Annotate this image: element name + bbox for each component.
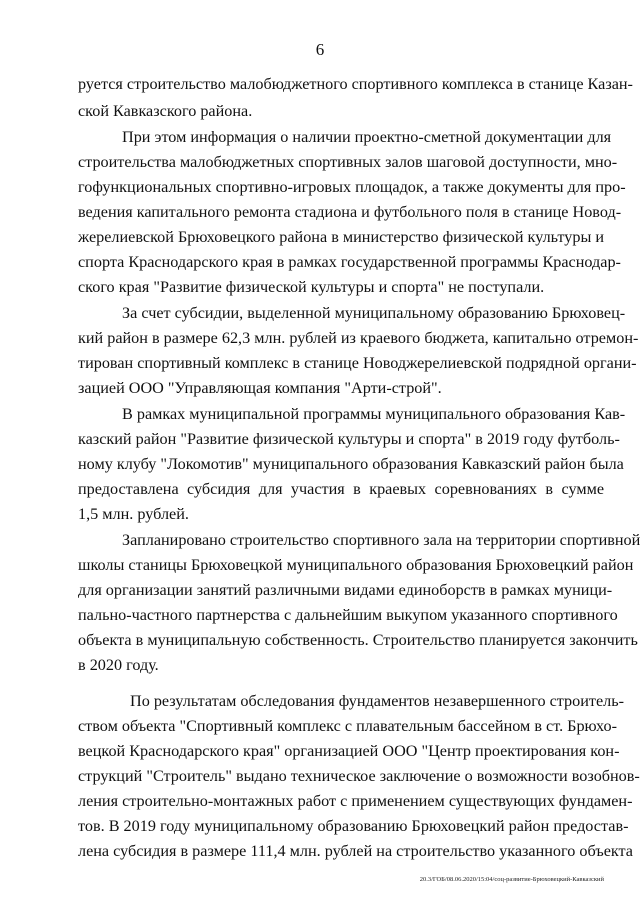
text-line: для организации занятий различными видами единоборств в рамках муници- [78,581,613,599]
text-line: ского края "Развитие физической культуры и спорта" не поступали. [78,278,545,296]
text-line: тирован спортивный комплекс в станице Новоджерелиевской подрядной органи- [78,354,637,372]
text-line: строительства малобюджетных спортивных залов шаговой доступности, мно- [78,153,618,171]
text-line: в 2020 году. [78,656,159,674]
text-line: По результатам обследования фундаментов незавершенного строитель- [130,692,625,710]
text-line: ления строительно-монтажных работ с применением существующих фундамен- [78,792,633,810]
text-line: руется строительство малобюджетного спортивного комплекса в станице Казан- [78,75,633,93]
document-footer-id: 20.3/ГОБ/08.06.2020/15:04/соц-развитие-Брюховецкий-Кавказский [419,876,604,883]
text-line: жерелиевской Брюховецкого района в министерство физической культуры и [78,228,605,246]
text-line: зацией ООО "Управляющая компания "Арти-строй". [78,379,442,397]
text-line: пально-частного партнерства с дальнейшим выкупом указанного спортивного [78,606,618,624]
text-line: вецкой Краснодарского края" организацией ООО "Центр проектирования кон- [78,742,620,760]
text-line: струкций "Строитель" выдано техническое заключение о возможности возобнов- [78,767,640,785]
text-line: В рамках муниципальной программы муниципального образования Кав- [122,405,626,423]
text-line: ской Кавказского района. [78,102,253,120]
text-line: объекта в муниципальную собственность. Строительство планируется закончить [78,631,638,649]
text-line: кий район в размере 62,3 млн. рублей из краевого бюджета, капитально отремон- [78,329,639,347]
text-line: лена субсидия в размере 111,4 млн. рублей на строительство указанного объекта [78,842,633,860]
text-line: За счет субсидии, выделенной муниципальному образованию Брюховец- [122,304,626,322]
text-line: гофункциональных спортивно-игровых площадок, а также документы для про- [78,178,626,196]
text-line: ному клубу "Локомотив" муниципального образования Кавказский район была [78,455,624,473]
text-line: спорта Краснодарского края в рамках государственной программы Краснодар- [78,253,621,271]
text-line: тов. В 2019 году муниципальному образованию Брюховецкий район предостав- [78,817,629,835]
text-line: 1,5 млн. рублей. [78,505,189,523]
text-line: ством объекта "Спортивный комплекс с плавательным бассейном в ст. Брюхо- [78,717,617,735]
text-line: школы станицы Брюховецкой муниципального образования Брюховецкий район [78,556,634,574]
text-line: предоставлена субсидия для участия в краевых соревнованиях в сумме [78,480,604,498]
text-line: Запланировано строительство спортивного зала на территории спортивной [122,531,640,549]
text-line: При этом информация о наличии проектно-сметной документации для [122,128,612,146]
text-line: ведения капитального ремонта стадиона и футбольного поля в станице Новод- [78,203,622,221]
page-number: 6 [315,40,325,59]
text-line: казский район "Развитие физической культуры и спорта" в 2019 году футболь- [78,430,620,448]
